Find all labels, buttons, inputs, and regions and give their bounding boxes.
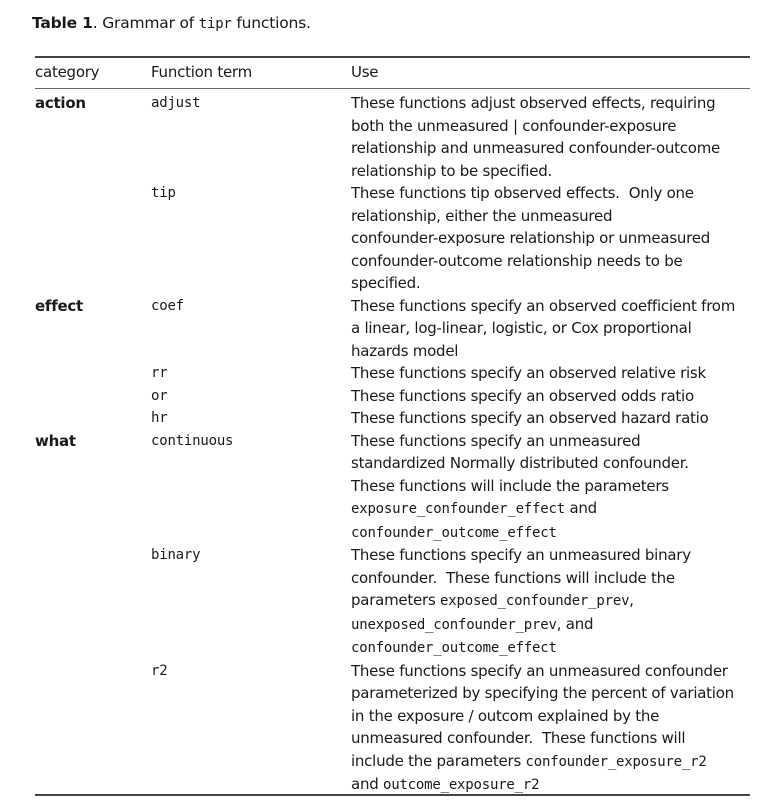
grammar-table (35, 60, 750, 797)
use-cell (351, 89, 750, 182)
use-text: relationship to be specified. (351, 161, 552, 180)
use-text: relationship and unmeasured confounder-outcome (351, 139, 721, 157)
function-term-cell: rr (151, 365, 168, 381)
function-term-cell: continuous (151, 432, 234, 449)
table-row (35, 385, 750, 408)
parameter-code: exposure_confounder_effect (351, 501, 565, 517)
use-text: These functions specify an unmeasured confounder (351, 661, 728, 680)
use-line (351, 407, 750, 430)
use-line (351, 272, 750, 295)
use-line (351, 475, 750, 498)
function-term-cell: or (151, 387, 168, 404)
use-line (351, 589, 750, 613)
table-row (35, 182, 750, 295)
use-line (351, 682, 750, 705)
use-text: These functions specify an observed hazard ratio (351, 409, 709, 427)
caption-label: Table 1 (32, 14, 93, 32)
use-line (351, 727, 750, 750)
use-text: a linear, log-linear, logistic, or Cox proportional (351, 319, 692, 337)
category-cell: action (35, 94, 86, 112)
category-cell: what (35, 431, 76, 450)
header-function-term: Function term (151, 63, 252, 81)
category-cell (35, 407, 151, 430)
use-line (351, 750, 750, 774)
table-row (35, 362, 750, 385)
parameter-code: confounder_outcome_effect (351, 640, 557, 656)
function-term-cell: tip (151, 185, 176, 201)
use-line (351, 544, 750, 567)
use-text: specified. (351, 274, 421, 292)
table-row (35, 407, 750, 430)
parameter-code: unexposed_confounder_prev (351, 616, 557, 633)
category-cell (35, 362, 151, 385)
use-line (351, 295, 750, 318)
use-text: confounder. These functions will include the (351, 568, 675, 587)
use-cell (351, 385, 750, 408)
header-row (35, 60, 750, 89)
use-text: parameters (351, 591, 441, 609)
use-text: include the parameters (351, 751, 526, 770)
use-text: These functions specify an unmeasured binary (351, 546, 691, 564)
top-rule (35, 56, 750, 58)
use-text: These functions specify an observed odds ratio (351, 386, 694, 405)
header-category: category (35, 63, 100, 81)
function-term-cell: adjust (151, 95, 201, 111)
use-line (351, 227, 750, 250)
table-row (35, 544, 750, 660)
use-text: standardized Normally distributed confounder. (351, 454, 689, 472)
use-cell (351, 295, 750, 363)
use-line (351, 430, 750, 453)
use-line (351, 521, 750, 545)
use-line (351, 317, 750, 340)
use-text: These functions specify an unmeasured (351, 431, 641, 450)
parameter-code: exposed_confounder_prev (440, 593, 630, 609)
use-line (351, 660, 750, 683)
use-line (351, 362, 750, 385)
caption-text-end: functions. (231, 14, 311, 32)
use-cell (351, 182, 750, 295)
use-text: These functions will include the parameters (351, 476, 669, 495)
use-line (351, 636, 750, 660)
use-cell (351, 660, 750, 797)
category-cell (35, 660, 151, 797)
use-cell (351, 407, 750, 430)
use-text: confounder-exposure relationship or unmeasured (351, 229, 710, 247)
use-line (351, 92, 750, 115)
use-line (351, 160, 750, 183)
parameter-code: confounder_outcome_effect (351, 524, 557, 541)
use-text: and (351, 775, 383, 793)
caption-code: tipr (198, 16, 232, 32)
use-line (351, 182, 750, 205)
use-line (351, 115, 750, 138)
use-text: relationship, either the unmeasured (351, 206, 613, 225)
parameter-code: outcome_exposure_r2 (383, 777, 540, 793)
header-use: Use (351, 63, 379, 81)
use-line (351, 567, 750, 590)
use-line (351, 250, 750, 273)
parameter-code: confounder_exposure_r2 (525, 753, 707, 770)
function-term-cell: hr (151, 410, 168, 426)
use-line (351, 340, 750, 363)
use-line (351, 385, 750, 408)
table-body (35, 89, 750, 797)
use-text: These functions tip observed effects. Only one (351, 184, 694, 202)
use-text: unmeasured confounder. These functions will (351, 729, 686, 747)
use-text: in the exposure / outcom explained by the (351, 706, 660, 725)
table-row (35, 89, 750, 182)
table-row (35, 660, 750, 797)
use-text: and (564, 499, 597, 517)
category-cell (35, 544, 151, 660)
use-text: , (629, 591, 634, 609)
use-line (351, 452, 750, 475)
function-term-cell: coef (151, 297, 184, 314)
function-term-cell: binary (151, 547, 201, 563)
category-cell (35, 385, 151, 408)
table-row (35, 430, 750, 545)
use-text: , and (556, 614, 594, 633)
use-text: These functions specify an observed coefficient from (351, 296, 736, 315)
use-cell (351, 362, 750, 385)
use-line (351, 137, 750, 160)
use-line (351, 613, 750, 637)
category-cell (35, 182, 151, 295)
table-caption (32, 14, 311, 32)
use-line (351, 705, 750, 728)
category-cell: effect (35, 296, 83, 315)
use-line (351, 205, 750, 228)
function-term-cell: r2 (151, 662, 168, 679)
use-text: confounder-outcome relationship needs to be (351, 251, 683, 270)
use-text: both the unmeasured | confounder-exposure (351, 116, 677, 135)
use-text: These functions adjust observed effects, requiring (351, 94, 716, 112)
use-cell (351, 544, 750, 660)
use-cell (351, 430, 750, 545)
use-line (351, 773, 750, 797)
use-text: These functions specify an observed relative risk (351, 364, 706, 382)
use-text: hazards model (351, 341, 459, 360)
use-line (351, 497, 750, 521)
caption-text: . Grammar of (92, 14, 199, 32)
use-text: parameterized by specifying the percent of variation (351, 684, 734, 702)
table-row (35, 295, 750, 363)
